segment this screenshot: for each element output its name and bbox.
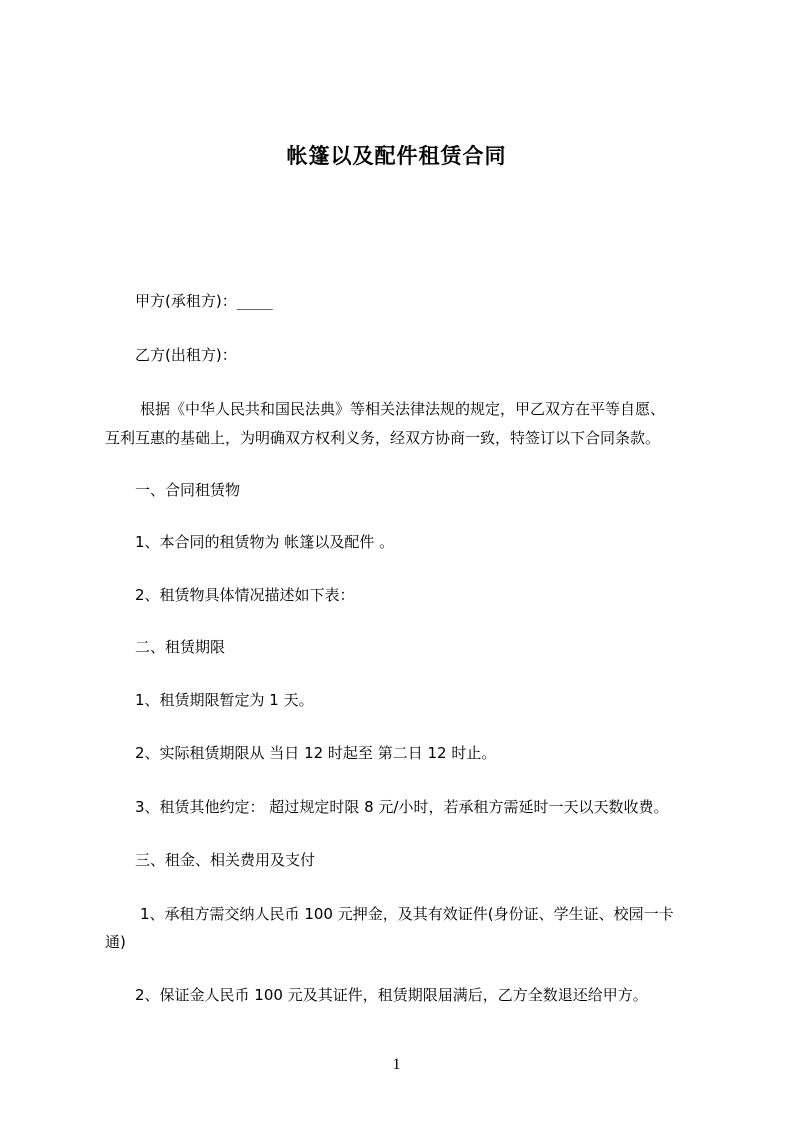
- section-2-heading: 二、租赁期限: [135, 638, 226, 656]
- section-2-item-1: 1、租赁期限暂定为 1 天。: [135, 691, 314, 709]
- section-3-item-1-line-1: 1、承租方需交纳人民币 100 元押金，及其有效证件(身份证、学生证、校园一卡: [140, 905, 674, 923]
- section-1-item-2: 2、租赁物具体情况描述如下表：: [135, 586, 355, 604]
- section-2-item-3: 3、租赁其他约定： 超过规定时限 8 元/小时，若承租方需延时一天以天数收费。: [135, 798, 669, 816]
- section-2-item-2: 2、实际租赁期限从 当日 12 时起至 第二日 12 时止。: [135, 744, 497, 762]
- document-title: 帐篷以及配件租赁合同: [286, 144, 507, 168]
- section-3-heading: 三、租金、相关费用及支付: [135, 851, 316, 869]
- party-a-blank: ____: [236, 292, 273, 310]
- party-a-label: 甲方(承租方)：: [135, 292, 237, 310]
- party-a-line: [135, 291, 273, 311]
- preamble-line-1: 根据《中华人民共和国民法典》等相关法律法规的规定，甲乙双方在平等自愿、: [140, 400, 666, 418]
- section-3-item-2: 2、保证金人民币 100 元及其证件，租赁期限届满后，乙方全数退还给甲方。: [135, 986, 648, 1004]
- page-number: 1: [392, 1056, 401, 1073]
- party-b-label: 乙方(出租方)：: [135, 346, 237, 364]
- section-1-item-1: 1、本合同的租赁物为 帐篷以及配件 。: [135, 533, 395, 551]
- section-3-item-1-line-2: 通): [105, 933, 126, 951]
- section-1-heading: 一、合同租赁物: [135, 481, 241, 499]
- preamble-line-2: 互利互惠的基础上，为明确双方权利义务，经双方协商一致，特签订以下合同条款。: [105, 429, 661, 447]
